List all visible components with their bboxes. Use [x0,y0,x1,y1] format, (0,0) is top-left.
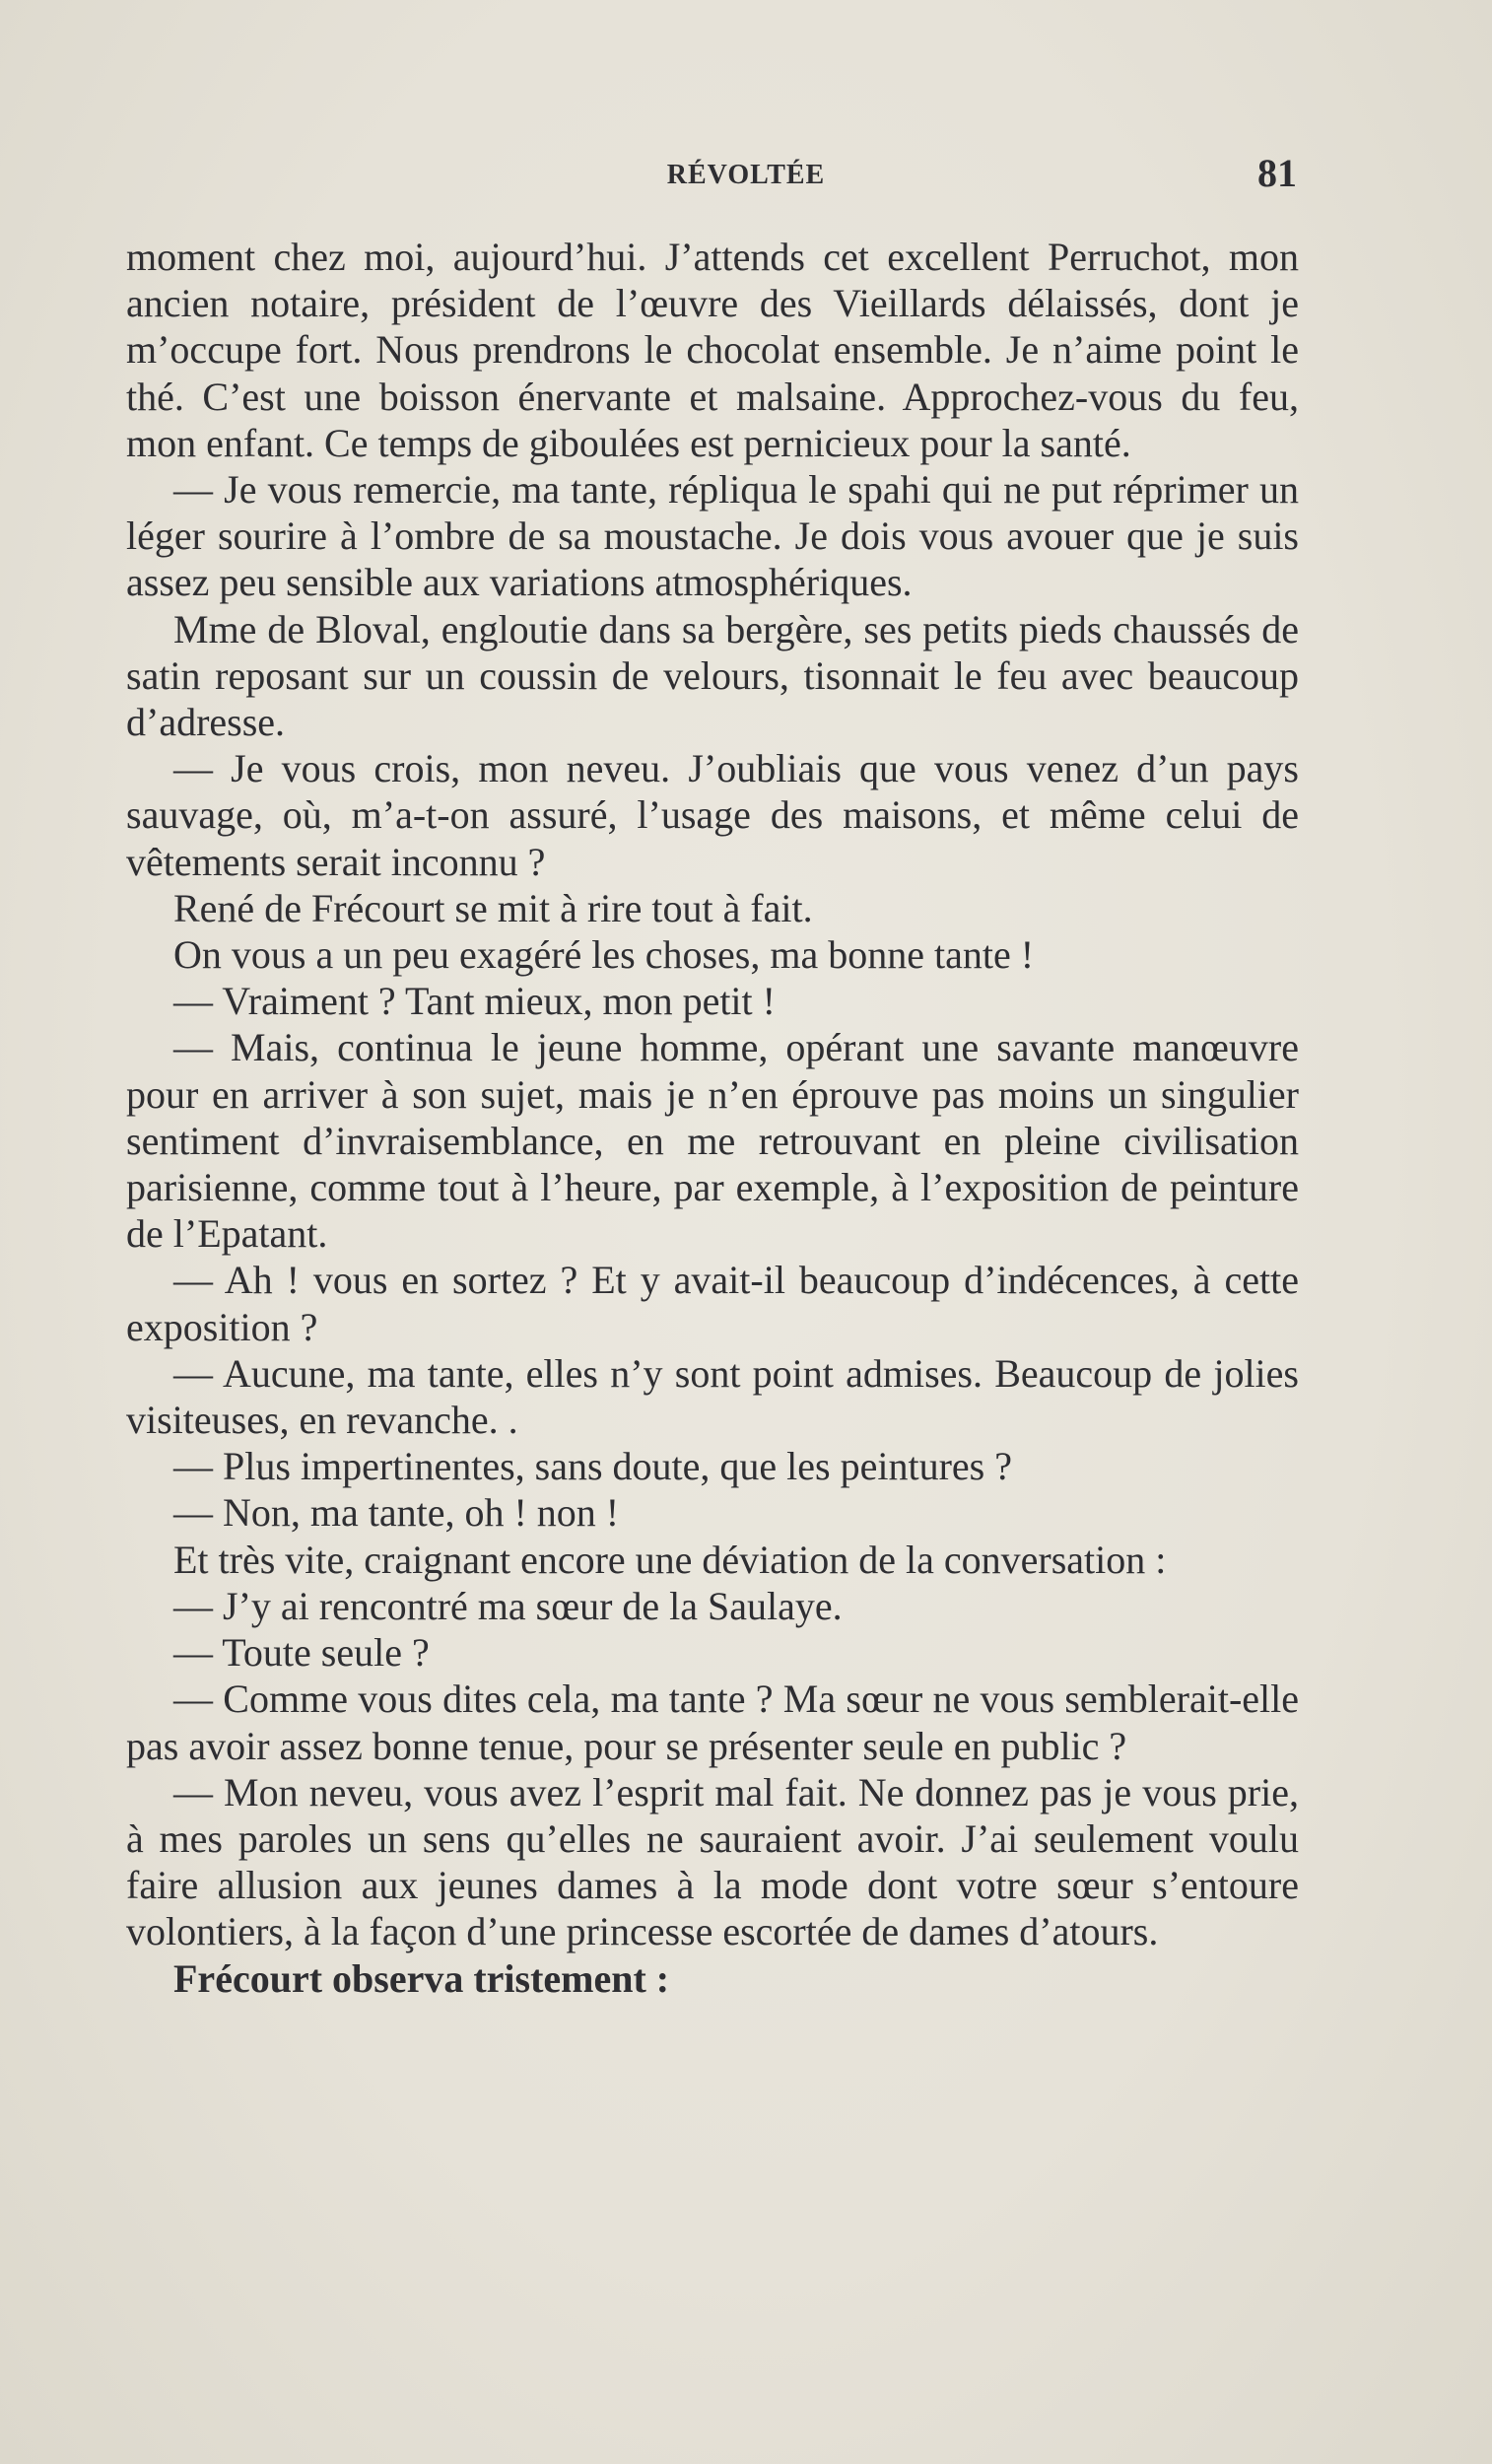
paragraph: — Non, ma tante, oh ! non ! [173,1490,620,1536]
paragraph: — Je vous crois, mon neveu. J’oubliais que vous venez d’un pays sauvage, où, m’a-t-on assuré, l’usage des maisons, et même celui de vêtements serait inconnu ? [126,746,1299,884]
paragraph: — Plus impertinentes, sans doute, que les peintures ? [173,1444,1012,1489]
paragraph: — Je vous remercie, ma tante, répliqua le spahi qui ne put réprimer un léger sourire à l’ombre de sa moustache. Je dois vous avouer que je suis assez peu sensible aux variations atmosphériques. [126,467,1299,605]
paragraph: — J’y ai rencontré ma sœur de la Saulaye. [173,1583,843,1628]
paragraph: Et très vite, craignant encore une déviation de la conversation : [173,1537,1167,1582]
paragraph: — Toute seule ? [173,1630,430,1676]
paragraph: — Ah ! vous en sortez ? Et y avait-il beaucoup d’indécences, à cette exposition ? [126,1258,1299,1349]
paragraph: — Mais, continua le jeune homme, opérant une savante manœuvre pour en arriver à son sujet, mais je n’en éprouve pas moins un singulier sentiment d’invraisemblance, en me retrouvant en pleine civilisation parisienne, comme tout à l’heure, par exemple, à l’exposition de peinture de l’Epatant. [126,1025,1299,1257]
running-title: RÉVOLTÉE [666,160,826,190]
paragraph: — Vraiment ? Tant mieux, mon petit ! [173,979,776,1024]
paragraph: — Mon neveu, vous avez l’esprit mal fait. Ne donnez pas je vous prie, à mes paroles un sens qu’elles ne sauraient avoir. J’ai seulement voulu faire allusion aux jeunes dames à la mode dont votre sœur s’entoure volontiers, à la façon d’une princesse escortée de dames d’atours. [126,1769,1299,1954]
paragraph: Frécourt observa tristement : [173,1955,670,2001]
body-text [126,234,1299,2002]
paragraph: On vous a un peu exagéré les choses, ma bonne tante ! [173,932,1035,978]
paragraph: Mme de Bloval, engloutie dans sa bergère, ses petits pieds chaussés de satin reposant sur un coussin de velours, tisonnait le feu avec beaucoup d’adresse. [126,606,1299,745]
paragraph: — Comme vous dites cela, ma tante ? Ma sœur ne vous semblerait-elle pas avoir assez bonne tenue, pour se présenter seule en public ? [126,1677,1299,1768]
paragraph: moment chez moi, aujourd’hui. J’attends cet excellent Perruchot, mon ancien notaire, président de l’œuvre des Vieillards délaissés, dont je m’occupe fort. Nous prendrons le chocolat ensemble. Je n’aime point le thé. C’est une boisson énervante et malsaine. Approchez-vous du feu, mon enfant. Ce temps de giboulées est pernicieux pour la santé. [126,235,1299,465]
paragraph: — Aucune, ma tante, elles n’y sont point admises. Beaucoup de jolies visiteuses, en revanche. . [126,1350,1299,1443]
running-header [0,150,1492,195]
page-number: 81 [1257,151,1297,195]
paragraph: René de Frécourt se mit à rire tout à fait. [173,885,813,930]
